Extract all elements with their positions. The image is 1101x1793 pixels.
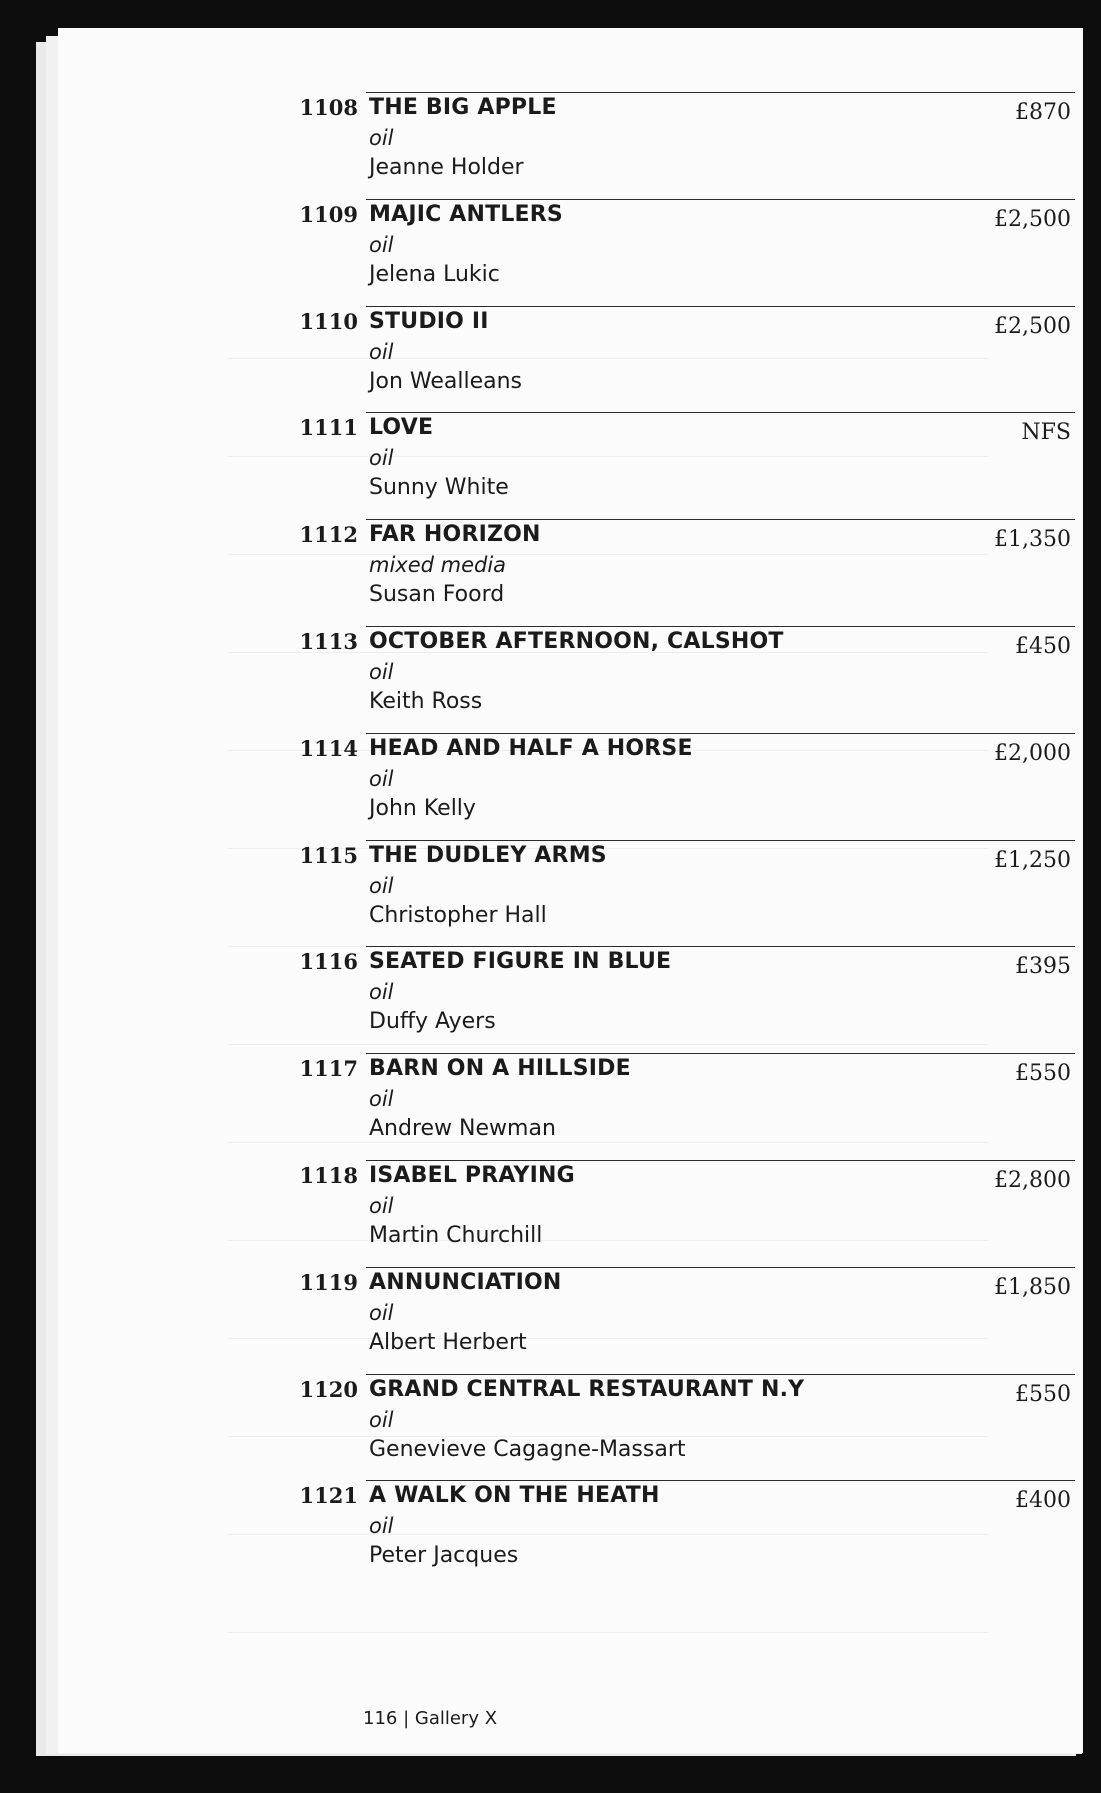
entry-number: 1118 xyxy=(299,1163,358,1188)
entry-medium: oil xyxy=(369,1087,394,1111)
entry-divider xyxy=(366,1374,1075,1375)
catalogue-entry xyxy=(58,1160,1083,1262)
entry-artist: Jeanne Holder xyxy=(369,155,524,180)
entry-number: 1111 xyxy=(299,415,358,440)
catalogue-entry xyxy=(58,1374,1083,1476)
entry-number: 1121 xyxy=(299,1483,358,1508)
entry-artist: Duffy Ayers xyxy=(369,1009,496,1034)
entry-divider xyxy=(366,412,1075,413)
entry-divider xyxy=(366,733,1075,734)
entry-title: ISABEL PRAYING xyxy=(369,1163,575,1188)
entry-price: £1,350 xyxy=(994,527,1071,552)
entry-artist: Jon Wealleans xyxy=(369,369,523,394)
entry-divider xyxy=(366,1480,1075,1481)
catalogue-entry xyxy=(58,1053,1083,1155)
entry-artist: Peter Jacques xyxy=(369,1543,519,1568)
entry-number: 1117 xyxy=(299,1056,358,1081)
entry-divider xyxy=(366,1053,1075,1054)
entry-number: 1108 xyxy=(299,95,358,120)
entry-medium: oil xyxy=(369,660,394,684)
entry-number: 1112 xyxy=(299,522,358,547)
entry-divider xyxy=(366,946,1075,947)
entry-divider xyxy=(366,519,1075,520)
entry-price: £550 xyxy=(1015,1382,1071,1407)
catalogue-entry xyxy=(58,1480,1083,1582)
entry-medium: oil xyxy=(369,340,394,364)
entry-medium: mixed media xyxy=(369,553,507,577)
entry-price: £2,000 xyxy=(994,741,1071,766)
entry-price: £450 xyxy=(1015,634,1071,659)
entry-divider xyxy=(366,306,1075,307)
entry-artist: Susan Foord xyxy=(369,582,505,607)
entry-artist: Albert Herbert xyxy=(369,1330,527,1355)
page-footer: 116 | Gallery X xyxy=(363,1708,498,1729)
catalogue-entry xyxy=(58,412,1083,514)
entry-medium: oil xyxy=(369,874,394,898)
entry-divider xyxy=(366,840,1075,841)
entry-divider xyxy=(366,199,1075,200)
entry-price: £2,500 xyxy=(994,314,1071,339)
entry-medium: oil xyxy=(369,1301,394,1325)
entry-price: £395 xyxy=(1015,954,1071,979)
entry-medium: oil xyxy=(369,233,394,257)
catalogue-entry xyxy=(58,199,1083,301)
catalogue-entry xyxy=(58,1267,1083,1369)
entry-title: LOVE xyxy=(369,415,434,440)
entry-number: 1120 xyxy=(299,1377,358,1402)
entry-title: THE BIG APPLE xyxy=(369,95,557,120)
entry-number: 1116 xyxy=(299,949,358,974)
entry-price: £2,500 xyxy=(994,207,1071,232)
entry-title: FAR HORIZON xyxy=(369,522,541,547)
catalogue-entry xyxy=(58,733,1083,835)
entry-artist: Andrew Newman xyxy=(369,1116,556,1141)
entry-divider xyxy=(366,1160,1075,1161)
entry-title: THE DUDLEY ARMS xyxy=(369,843,607,868)
catalogue-page xyxy=(58,28,1083,1753)
entry-medium: oil xyxy=(369,1194,394,1218)
entry-number: 1110 xyxy=(299,309,358,334)
entry-price: £2,800 xyxy=(994,1168,1071,1193)
entry-artist: John Kelly xyxy=(369,796,476,821)
catalogue-entry xyxy=(58,840,1083,942)
entry-title: OCTOBER AFTERNOON, CALSHOT xyxy=(369,629,784,654)
show-through-line xyxy=(228,1632,988,1633)
entry-number: 1109 xyxy=(299,202,358,227)
entry-medium: oil xyxy=(369,980,394,1004)
entry-medium: oil xyxy=(369,767,394,791)
entry-divider xyxy=(366,626,1075,627)
entry-number: 1119 xyxy=(299,1270,358,1295)
entry-number: 1113 xyxy=(299,629,358,654)
catalogue-entry xyxy=(58,626,1083,728)
entry-title: BARN ON A HILLSIDE xyxy=(369,1056,631,1081)
catalogue-entry xyxy=(58,92,1083,194)
entry-title: GRAND CENTRAL RESTAURANT N.Y xyxy=(369,1377,805,1402)
entry-title: SEATED FIGURE IN BLUE xyxy=(369,949,672,974)
entry-price: £1,850 xyxy=(994,1275,1071,1300)
entry-title: A WALK ON THE HEATH xyxy=(369,1483,660,1508)
entry-number: 1114 xyxy=(299,736,358,761)
entry-medium: oil xyxy=(369,1514,394,1538)
entry-artist: Martin Churchill xyxy=(369,1223,543,1248)
entry-artist: Genevieve Cagagne-Massart xyxy=(369,1437,686,1462)
entry-price: NFS xyxy=(1021,420,1071,445)
entry-medium: oil xyxy=(369,446,394,470)
entry-medium: oil xyxy=(369,1408,394,1432)
entry-artist: Keith Ross xyxy=(369,689,483,714)
entry-divider xyxy=(366,1267,1075,1268)
entry-divider xyxy=(366,92,1075,93)
entry-artist: Christopher Hall xyxy=(369,903,547,928)
entry-title: ANNUNCIATION xyxy=(369,1270,562,1295)
entry-artist: Sunny White xyxy=(369,475,509,500)
catalogue-entry xyxy=(58,306,1083,408)
entry-title: HEAD AND HALF A HORSE xyxy=(369,736,693,761)
entry-title: MAJIC ANTLERS xyxy=(369,202,563,227)
entry-price: £550 xyxy=(1015,1061,1071,1086)
catalogue-entry xyxy=(58,946,1083,1048)
entry-number: 1115 xyxy=(299,843,358,868)
entry-title: STUDIO II xyxy=(369,309,489,334)
entry-price: £1,250 xyxy=(994,848,1071,873)
entry-price: £870 xyxy=(1015,100,1071,125)
entry-artist: Jelena Lukic xyxy=(369,262,500,287)
catalogue-entry xyxy=(58,519,1083,621)
entry-medium: oil xyxy=(369,126,394,150)
entry-price: £400 xyxy=(1015,1488,1071,1513)
